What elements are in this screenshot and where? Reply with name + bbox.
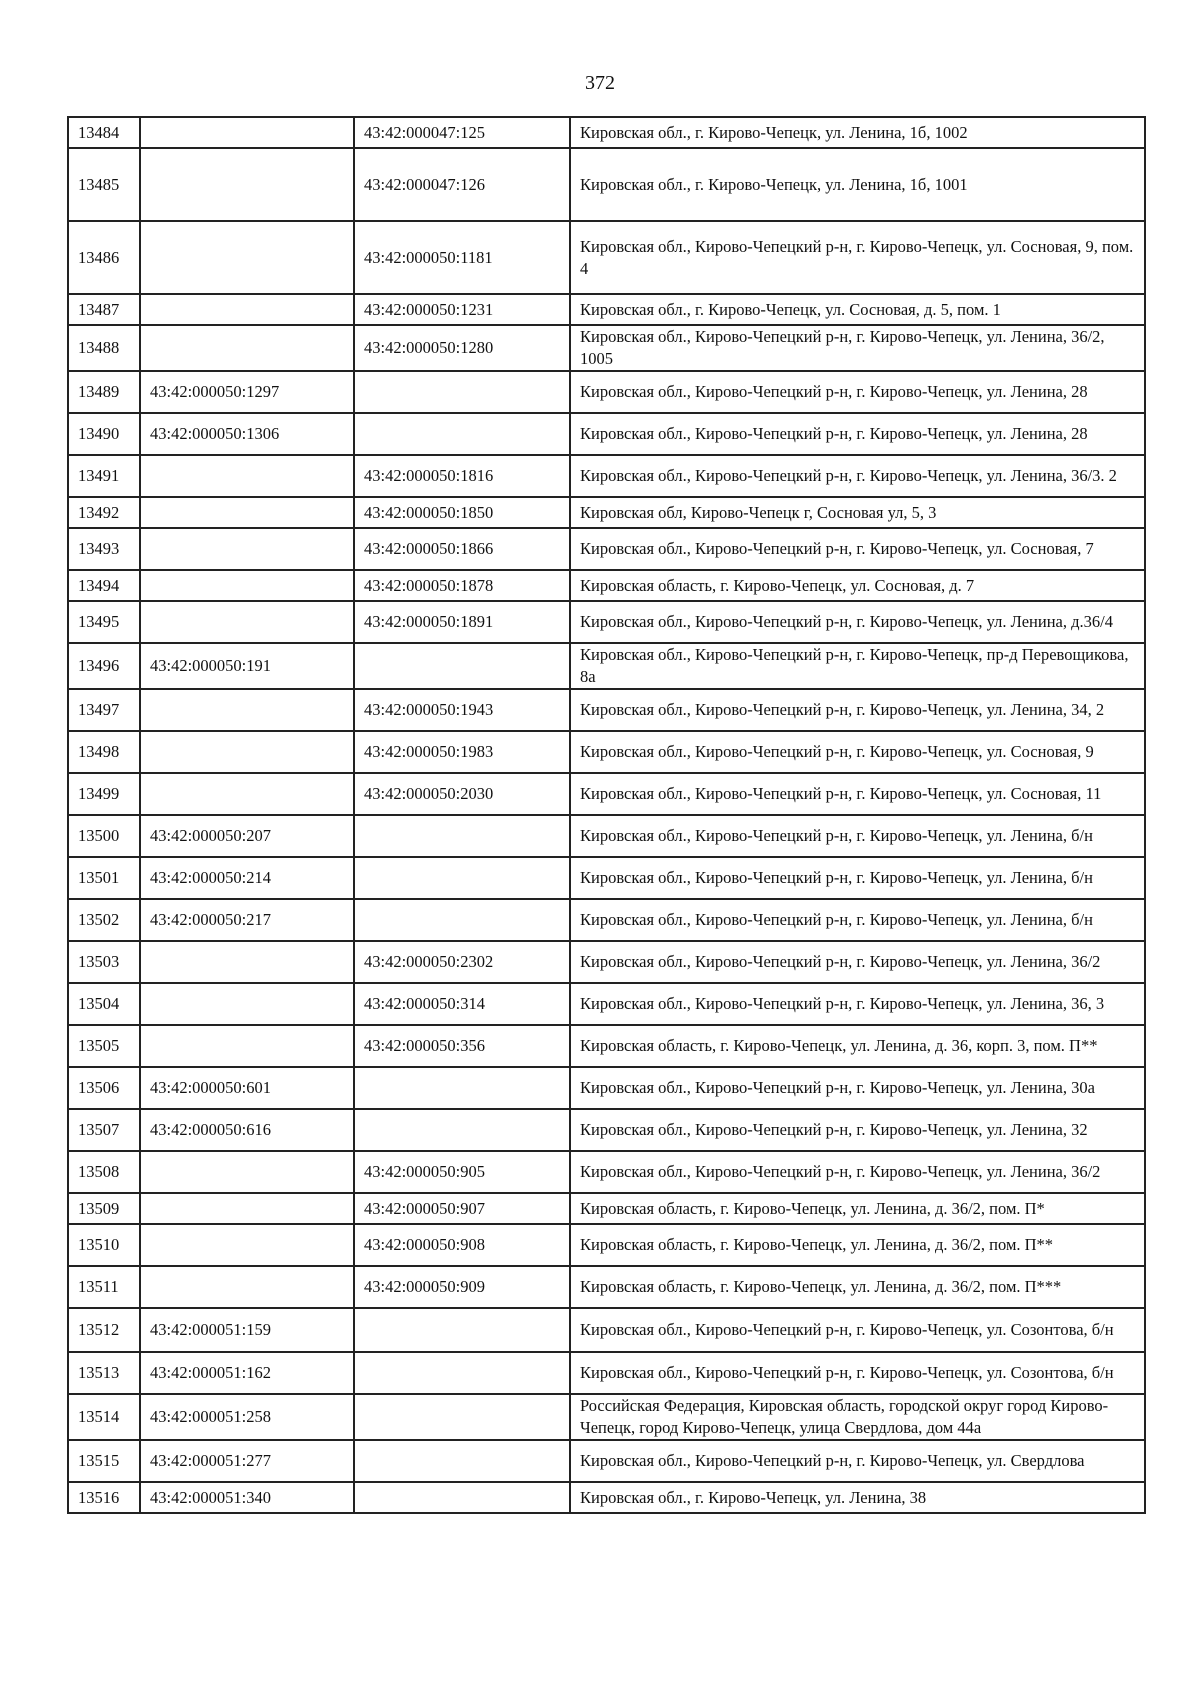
cadastral-number-cell: 43:42:000050:1280 <box>354 325 570 371</box>
cadastral-number-cell: 43:42:000050:1850 <box>354 497 570 528</box>
cadastral-number-cell <box>140 773 354 815</box>
row-number-cell: 13488 <box>68 325 140 371</box>
table-row <box>68 497 1145 528</box>
table-row <box>68 1352 1145 1394</box>
cadastral-number-cell <box>354 1482 570 1513</box>
cadastral-number-cell <box>140 1151 354 1193</box>
table-row <box>68 117 1145 148</box>
row-number-cell: 13493 <box>68 528 140 570</box>
address-cell: Кировская область, г. Кирово-Чепецк, ул. Ленина, д. 36/2, пом. П** <box>570 1224 1145 1266</box>
row-number-cell: 13490 <box>68 413 140 455</box>
cadastral-number-cell: 43:42:000051:258 <box>140 1394 354 1440</box>
cadastral-number-cell <box>354 1394 570 1440</box>
cadastral-number-cell: 43:42:000050:1181 <box>354 221 570 294</box>
cadastral-number-cell: 43:42:000051:277 <box>140 1440 354 1482</box>
cadastral-number-cell <box>354 1109 570 1151</box>
cadastral-number-cell: 43:42:000050:907 <box>354 1193 570 1224</box>
address-cell: Кировская обл., Кирово-Чепецкий р-н, г. Кирово-Чепецк, ул. Сосновая, 9, пом. 4 <box>570 221 1145 294</box>
cadastral-number-cell <box>140 497 354 528</box>
address-cell: Кировская обл., Кирово-Чепецкий р-н, г. Кирово-Чепецк, ул. Сосновая, 11 <box>570 773 1145 815</box>
row-number-cell: 13501 <box>68 857 140 899</box>
cadastral-number-cell <box>354 371 570 413</box>
cadastral-number-cell <box>140 731 354 773</box>
row-number-cell: 13516 <box>68 1482 140 1513</box>
row-number-cell: 13508 <box>68 1151 140 1193</box>
table-row <box>68 689 1145 731</box>
row-number-cell: 13494 <box>68 570 140 601</box>
row-number-cell: 13484 <box>68 117 140 148</box>
cadastral-number-cell <box>354 643 570 689</box>
table-row <box>68 413 1145 455</box>
row-number-cell: 13498 <box>68 731 140 773</box>
table-row <box>68 1266 1145 1308</box>
cadastral-number-cell: 43:42:000050:908 <box>354 1224 570 1266</box>
address-cell: Кировская обл., Кирово-Чепецкий р-н, г. Кирово-Чепецк, ул. Созонтова, б/н <box>570 1352 1145 1394</box>
cadastral-number-cell: 43:42:000050:1943 <box>354 689 570 731</box>
cadastral-number-cell: 43:42:000051:159 <box>140 1308 354 1352</box>
table-row <box>68 371 1145 413</box>
registry-table-body <box>68 117 1145 1513</box>
cadastral-number-cell: 43:42:000051:162 <box>140 1352 354 1394</box>
cadastral-number-cell: 43:42:000047:125 <box>354 117 570 148</box>
address-cell: Кировская обл., Кирово-Чепецкий р-н, г. Кирово-Чепецк, пр-д Перевощикова, 8а <box>570 643 1145 689</box>
cadastral-number-cell <box>354 413 570 455</box>
cadastral-number-cell <box>140 983 354 1025</box>
address-cell: Кировская область, г. Кирово-Чепецк, ул. Ленина, д. 36/2, пом. П* <box>570 1193 1145 1224</box>
row-number-cell: 13512 <box>68 1308 140 1352</box>
table-row <box>68 941 1145 983</box>
address-cell: Кировская обл., Кирово-Чепецкий р-н, г. Кирово-Чепецк, ул. Ленина, 36/3. 2 <box>570 455 1145 497</box>
row-number-cell: 13492 <box>68 497 140 528</box>
table-row <box>68 1440 1145 1482</box>
address-cell: Кировская обл., Кирово-Чепецкий р-н, г. Кирово-Чепецк, ул. Ленина, 36/2 <box>570 1151 1145 1193</box>
row-number-cell: 13510 <box>68 1224 140 1266</box>
table-row <box>68 455 1145 497</box>
table-row <box>68 1224 1145 1266</box>
address-cell: Кировская обл., Кирово-Чепецкий р-н, г. Кирово-Чепецк, ул. Ленина, 28 <box>570 371 1145 413</box>
table-row <box>68 815 1145 857</box>
cadastral-number-cell <box>140 1266 354 1308</box>
row-number-cell: 13515 <box>68 1440 140 1482</box>
row-number-cell: 13497 <box>68 689 140 731</box>
cadastral-number-cell <box>354 899 570 941</box>
table-row <box>68 983 1145 1025</box>
row-number-cell: 13500 <box>68 815 140 857</box>
address-cell: Кировская обл., Кирово-Чепецкий р-н, г. Кирово-Чепецк, ул. Созонтова, б/н <box>570 1308 1145 1352</box>
address-cell: Кировская обл., г. Кирово-Чепецк, ул. Ленина, 1б, 1002 <box>570 117 1145 148</box>
row-number-cell: 13507 <box>68 1109 140 1151</box>
table-row <box>68 1151 1145 1193</box>
cadastral-number-cell <box>140 221 354 294</box>
cadastral-number-cell: 43:42:000050:2030 <box>354 773 570 815</box>
address-cell: Кировская обл., Кирово-Чепецкий р-н, г. Кирово-Чепецк, ул. Ленина, 32 <box>570 1109 1145 1151</box>
row-number-cell: 13496 <box>68 643 140 689</box>
cadastral-number-cell <box>140 117 354 148</box>
table-row <box>68 899 1145 941</box>
cadastral-number-cell <box>354 815 570 857</box>
cadastral-number-cell <box>354 1067 570 1109</box>
table-row <box>68 1394 1145 1440</box>
cadastral-number-cell: 43:42:000051:340 <box>140 1482 354 1513</box>
cadastral-number-cell: 43:42:000050:191 <box>140 643 354 689</box>
address-cell: Кировская обл., Кирово-Чепецкий р-н, г. Кирово-Чепецк, ул. Ленина, 36, 3 <box>570 983 1145 1025</box>
row-number-cell: 13499 <box>68 773 140 815</box>
table-row <box>68 643 1145 689</box>
address-cell: Кировская область, г. Кирово-Чепецк, ул. Ленина, д. 36, корп. 3, пом. П** <box>570 1025 1145 1067</box>
cadastral-number-cell: 43:42:000050:905 <box>354 1151 570 1193</box>
cadastral-number-cell <box>354 1308 570 1352</box>
cadastral-number-cell <box>140 148 354 221</box>
cadastral-number-cell <box>140 941 354 983</box>
cadastral-number-cell <box>354 1352 570 1394</box>
address-cell: Кировская обл., г. Кирово-Чепецк, ул. Ленина, 1б, 1001 <box>570 148 1145 221</box>
row-number-cell: 13503 <box>68 941 140 983</box>
address-cell: Кировская обл., Кирово-Чепецкий р-н, г. Кирово-Чепецк, ул. Свердлова <box>570 1440 1145 1482</box>
cadastral-number-cell <box>354 857 570 899</box>
cadastral-number-cell <box>140 570 354 601</box>
cadastral-number-cell: 43:42:000050:214 <box>140 857 354 899</box>
address-cell: Кировская обл., г. Кирово-Чепецк, ул. Ленина, 38 <box>570 1482 1145 1513</box>
address-cell: Кировская обл., Кирово-Чепецкий р-н, г. Кирово-Чепецк, ул. Ленина, б/н <box>570 815 1145 857</box>
row-number-cell: 13504 <box>68 983 140 1025</box>
address-cell: Кировская обл., Кирово-Чепецкий р-н, г. Кирово-Чепецк, ул. Ленина, 30а <box>570 1067 1145 1109</box>
address-cell: Кировская область, г. Кирово-Чепецк, ул. Сосновая, д. 7 <box>570 570 1145 601</box>
table-row <box>68 148 1145 221</box>
registry-table <box>67 116 1146 1514</box>
address-cell: Российская Федерация, Кировская область, городской округ город Кирово-Чепецк, город Кирово-Чепецк, улица Свердлова, дом 44а <box>570 1394 1145 1440</box>
address-cell: Кировская обл., Кирово-Чепецкий р-н, г. Кирово-Чепецк, ул. Ленина, д.36/4 <box>570 601 1145 643</box>
cadastral-number-cell: 43:42:000050:909 <box>354 1266 570 1308</box>
cadastral-number-cell <box>140 325 354 371</box>
address-cell: Кировская обл., Кирово-Чепецкий р-н, г. Кирово-Чепецк, ул. Ленина, б/н <box>570 857 1145 899</box>
address-cell: Кировская обл., Кирово-Чепецкий р-н, г. Кирово-Чепецк, ул. Сосновая, 9 <box>570 731 1145 773</box>
table-row <box>68 857 1145 899</box>
row-number-cell: 13509 <box>68 1193 140 1224</box>
cadastral-number-cell: 43:42:000050:217 <box>140 899 354 941</box>
cadastral-number-cell: 43:42:000050:1878 <box>354 570 570 601</box>
row-number-cell: 13505 <box>68 1025 140 1067</box>
address-cell: Кировская обл., Кирово-Чепецкий р-н, г. Кирово-Чепецк, ул. Ленина, 36/2 <box>570 941 1145 983</box>
row-number-cell: 13485 <box>68 148 140 221</box>
table-row <box>68 325 1145 371</box>
cadastral-number-cell: 43:42:000047:126 <box>354 148 570 221</box>
row-number-cell: 13511 <box>68 1266 140 1308</box>
cadastral-number-cell <box>354 1440 570 1482</box>
row-number-cell: 13486 <box>68 221 140 294</box>
cadastral-number-cell <box>140 1193 354 1224</box>
address-cell: Кировская обл., Кирово-Чепецкий р-н, г. Кирово-Чепецк, ул. Ленина, б/н <box>570 899 1145 941</box>
cadastral-number-cell: 43:42:000050:1306 <box>140 413 354 455</box>
table-row <box>68 294 1145 325</box>
table-row <box>68 601 1145 643</box>
cadastral-number-cell: 43:42:000050:2302 <box>354 941 570 983</box>
table-row <box>68 1482 1145 1513</box>
table-row <box>68 221 1145 294</box>
row-number-cell: 13495 <box>68 601 140 643</box>
cadastral-number-cell: 43:42:000050:1983 <box>354 731 570 773</box>
cadastral-number-cell: 43:42:000050:356 <box>354 1025 570 1067</box>
page-number: 372 <box>585 72 615 94</box>
cadastral-number-cell: 43:42:000050:601 <box>140 1067 354 1109</box>
cadastral-number-cell: 43:42:000050:1866 <box>354 528 570 570</box>
cadastral-number-cell <box>140 1025 354 1067</box>
cadastral-number-cell <box>140 1224 354 1266</box>
address-cell: Кировская обл., г. Кирово-Чепецк, ул. Сосновая, д. 5, пом. 1 <box>570 294 1145 325</box>
row-number-cell: 13506 <box>68 1067 140 1109</box>
table-row <box>68 1109 1145 1151</box>
address-cell: Кировская обл, Кирово-Чепецк г, Сосновая ул, 5, 3 <box>570 497 1145 528</box>
cadastral-number-cell: 43:42:000050:207 <box>140 815 354 857</box>
cadastral-number-cell: 43:42:000050:616 <box>140 1109 354 1151</box>
cadastral-number-cell <box>140 689 354 731</box>
address-cell: Кировская обл., Кирово-Чепецкий р-н, г. Кирово-Чепецк, ул. Ленина, 34, 2 <box>570 689 1145 731</box>
cadastral-number-cell: 43:42:000050:314 <box>354 983 570 1025</box>
address-cell: Кировская обл., Кирово-Чепецкий р-н, г. Кирово-Чепецк, ул. Сосновая, 7 <box>570 528 1145 570</box>
address-cell: Кировская обл., Кирово-Чепецкий р-н, г. Кирово-Чепецк, ул. Ленина, 28 <box>570 413 1145 455</box>
table-row <box>68 773 1145 815</box>
cadastral-number-cell <box>140 294 354 325</box>
table-row <box>68 570 1145 601</box>
cadastral-number-cell: 43:42:000050:1231 <box>354 294 570 325</box>
address-cell: Кировская область, г. Кирово-Чепецк, ул. Ленина, д. 36/2, пом. П*** <box>570 1266 1145 1308</box>
cadastral-number-cell: 43:42:000050:1891 <box>354 601 570 643</box>
cadastral-number-cell <box>140 528 354 570</box>
row-number-cell: 13487 <box>68 294 140 325</box>
table-row <box>68 1308 1145 1352</box>
table-row <box>68 1193 1145 1224</box>
cadastral-number-cell <box>140 455 354 497</box>
row-number-cell: 13502 <box>68 899 140 941</box>
row-number-cell: 13513 <box>68 1352 140 1394</box>
address-cell: Кировская обл., Кирово-Чепецкий р-н, г. Кирово-Чепецк, ул. Ленина, 36/2, 1005 <box>570 325 1145 371</box>
cadastral-number-cell: 43:42:000050:1816 <box>354 455 570 497</box>
table-row <box>68 731 1145 773</box>
row-number-cell: 13514 <box>68 1394 140 1440</box>
table-row <box>68 1067 1145 1109</box>
table-row <box>68 528 1145 570</box>
table-row <box>68 1025 1145 1067</box>
row-number-cell: 13489 <box>68 371 140 413</box>
cadastral-number-cell <box>140 601 354 643</box>
row-number-cell: 13491 <box>68 455 140 497</box>
cadastral-number-cell: 43:42:000050:1297 <box>140 371 354 413</box>
